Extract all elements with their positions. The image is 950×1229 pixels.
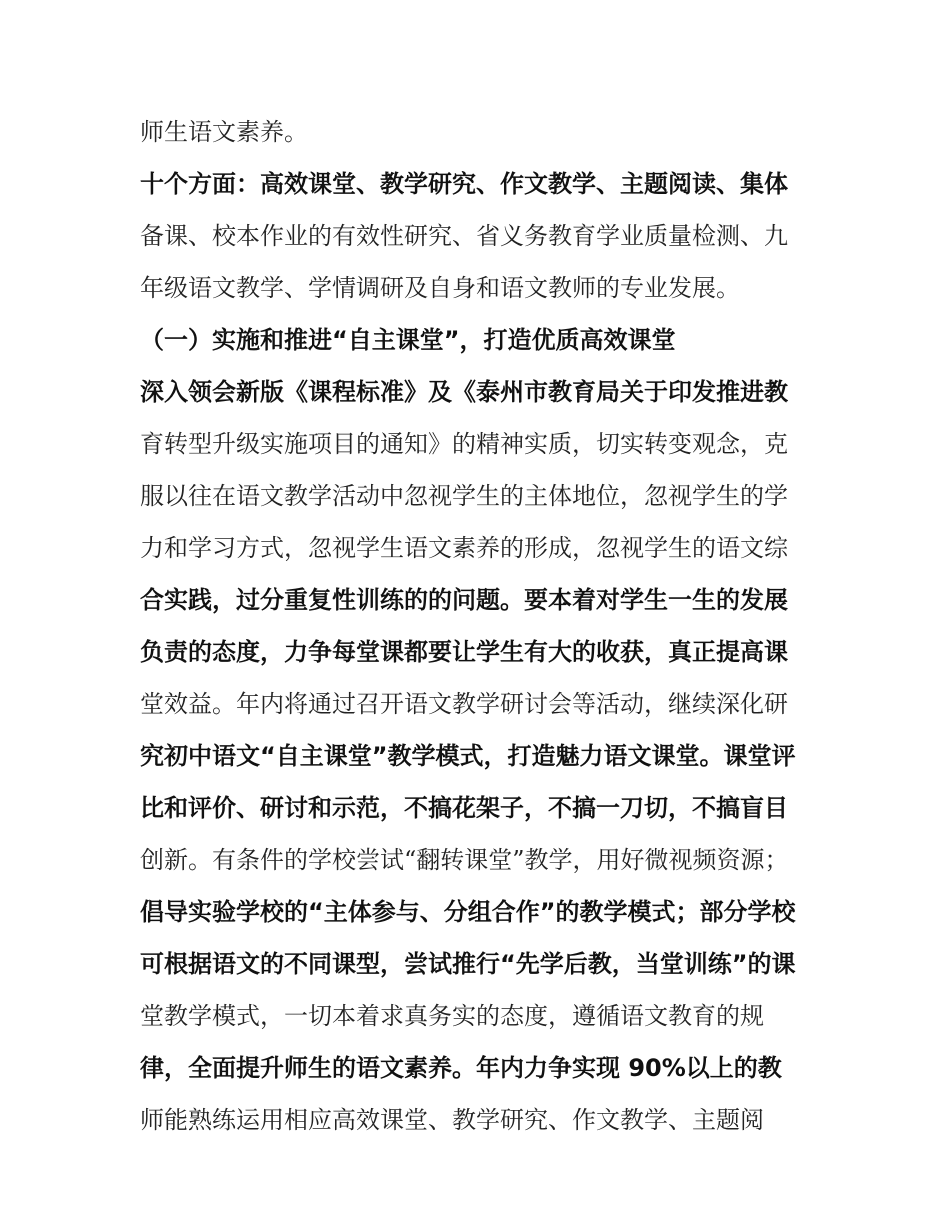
text-line: 十个方面：高效课堂、教学研究、作文教学、主题阅读、集体 bbox=[140, 170, 788, 198]
text-line: 究初中语文“自主课堂”教学模式，打造魅力语文课堂。课堂评 bbox=[140, 742, 796, 770]
text-line: 堂效益。年内将通过召开语文教学研讨会等活动，继续深化研 bbox=[140, 690, 788, 718]
text-line: 堂教学模式，一切本着求真务实的态度，遵循语文教育的规 bbox=[140, 1002, 764, 1030]
text-line: 可根据语文的不同课型，尝试推行“先学后教，当堂训练”的课 bbox=[140, 950, 796, 978]
section-heading: （一）实施和推进“自主课堂”，打造优质高效课堂 bbox=[140, 326, 676, 354]
text-line: 创新。有条件的学校尝试“翻转课堂”教学，用好微视频资源； bbox=[140, 846, 789, 874]
text-line: 比和评价、研讨和示范，不搞花架子，不搞一刀切，不搞盲目 bbox=[140, 794, 788, 822]
text-line: 年级语文教学、学情调研及自身和语文教师的专业发展。 bbox=[140, 274, 740, 302]
text-line: 律，全面提升师生的语文素养。年内力争实现 90%以上的教 bbox=[140, 1054, 782, 1082]
text-line: 倡导实验学校的“主体参与、分组合作”的教学模式；部分学校 bbox=[140, 898, 796, 926]
text-line: 深入领会新版《课程标准》及《泰州市教育局关于印发推进教 bbox=[140, 378, 788, 406]
text-line: 负责的态度，力争每堂课都要让学生有大的收获，真正提高课 bbox=[140, 638, 788, 666]
text-line: 师生语文素养。 bbox=[140, 118, 308, 146]
text-line: 力和学习方式，忽视学生语文素养的形成，忽视学生的语文综 bbox=[140, 534, 788, 562]
text-line: 师能熟练运用相应高效课堂、教学研究、作文教学、主题阅 bbox=[140, 1106, 764, 1134]
text-line: 合实践，过分重复性训练的的问题。要本着对学生一生的发展 bbox=[140, 586, 788, 614]
text-line: 育转型升级实施项目的通知》的精神实质，切实转变观念，克 bbox=[140, 430, 788, 458]
body-text bbox=[140, 106, 820, 1146]
text-line: 服以往在语文教学活动中忽视学生的主体地位，忽视学生的学 bbox=[140, 482, 788, 510]
text-line: 备课、校本作业的有效性研究、省义务教育学业质量检测、九 bbox=[140, 222, 788, 250]
